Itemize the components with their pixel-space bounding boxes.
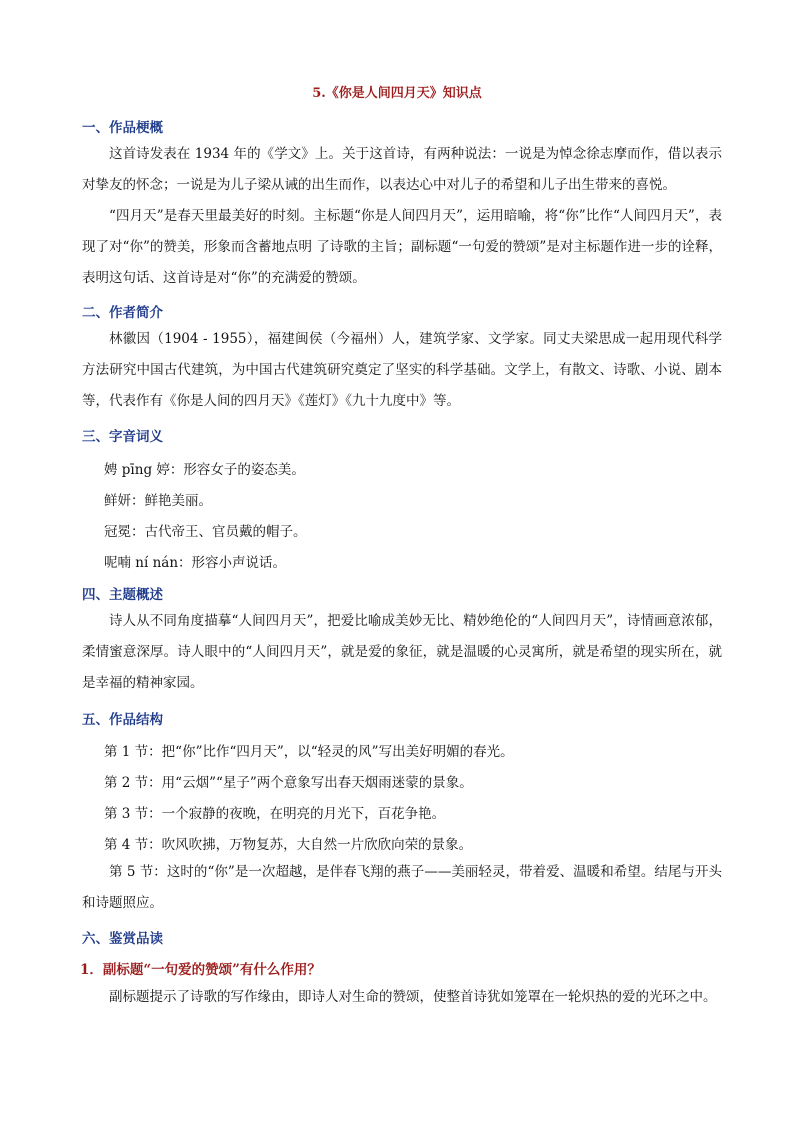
section-heading-synopsis: 一、作品梗概	[82, 120, 163, 136]
synopsis-paragraph-1: 这首诗发表在 1934 年的《学文》上。关于这首诗，有两种说法：一说是为悼念徐志摩而作，借以表示对挚友的怀念；一说是为儿子梁从诫的出生而作，以表达心中对儿子的希望和儿子出生带来的喜悦。	[82, 146, 722, 193]
structure-item: 第 1 节：把“你”比作“四月天”，以“轻灵的风”写出美好明媚的春光。	[104, 744, 514, 760]
question-1: 1．副标题“一句爱的赞颂”有什么作用？	[80, 962, 321, 978]
section-heading-structure: 五、作品结构	[82, 712, 163, 728]
vocabulary-item: 娉 pīng 婷：形容女子的姿态美。	[104, 462, 305, 478]
author-paragraph: 林徽因（1904 - 1955），福建闽侯（今福州）人，建筑学家、文学家。同丈夫梁思成一起用现代科学方法研究中国古代建筑，为中国古代建筑研究奠定了坚实的科学基础。文学上，有散文、诗歌、小说、剧本等，代表作有《你是人间的四月天》《莲灯》《九十九度中》等。	[82, 331, 722, 409]
structure-item: 第 4 节：吹风吹拂，万物复苏，大自然一片欣欣向荣的景象。	[104, 837, 473, 853]
answer-1: 副标题提示了诗歌的写作缘由，即诗人对生命的赞颂，使整首诗犹如笼罩在一轮炽热的爱的光环之中。	[109, 989, 717, 1005]
vocabulary-item: 冠冕：古代帝王、官员戴的帽子。	[104, 524, 307, 540]
section-heading-theme: 四、主题概述	[82, 587, 163, 603]
vocabulary-item: 鲜妍：鲜艳美丽。	[104, 493, 212, 509]
vocabulary-item: 呢喃 ní nán：形容小声说话。	[104, 555, 287, 571]
synopsis-paragraph-2: “四月天”是春天里最美好的时刻。主标题“你是人间四月天”，运用暗喻，将“你”比作“人间四月天”，表现了对“你”的赞美，形象而含蓄地点明 了诗歌的主旨；副标题“一句爱的赞颂”是对主标题作进一步的诠释，表明这句话、这首诗是对“你”的充满爱的赞颂。	[82, 208, 722, 286]
section-heading-author: 二、作者简介	[82, 305, 163, 321]
structure-item-5: 第 5 节：这时的“你”是一次超越，是伴春飞翔的燕子——美丽轻灵，带着爱、温暖和希望。结尾与开头和诗题照应。	[82, 864, 722, 911]
structure-item: 第 2 节：用“云烟”“星子”两个意象写出春天烟雨迷蒙的景象。	[104, 775, 473, 791]
section-heading-vocabulary: 三、字音词义	[82, 429, 163, 445]
structure-item: 第 3 节：一个寂静的夜晚，在明亮的月光下，百花争艳。	[104, 806, 446, 822]
section-heading-appreciation: 六、鉴赏品读	[82, 931, 163, 947]
theme-paragraph: 诗人从不同角度描摹“人间四月天”，把爱比喻成美妙无比、精妙绝伦的“人间四月天”，诗情画意浓郁，柔情蜜意深厚。诗人眼中的“人间四月天”，就是爱的象征，就是温暖的心灵寓所，就是希望的现实所在，就是幸福的精神家园。	[82, 613, 722, 691]
document-title: 5.《你是人间四月天》知识点	[312, 86, 482, 101]
